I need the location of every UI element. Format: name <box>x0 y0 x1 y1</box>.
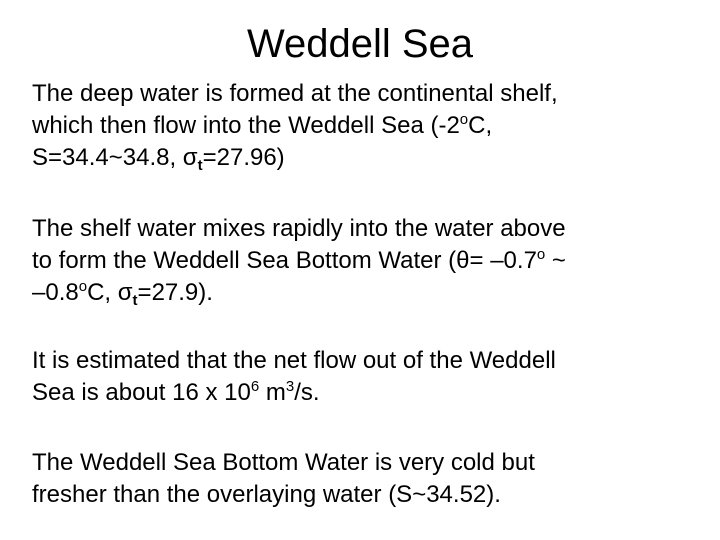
text-run: C, σ <box>87 279 133 306</box>
text-run: =27.96) <box>202 144 285 171</box>
text-line: It is estimated that the net flow out of the Weddell <box>32 347 556 374</box>
paragraph-mixing <box>32 213 702 309</box>
superscript: o <box>459 111 469 128</box>
paragraph-net-flow <box>32 345 702 409</box>
text-run: =27.9). <box>137 279 213 306</box>
text-line <box>32 377 702 409</box>
slide-title: Weddell Sea <box>246 22 474 66</box>
text-run: /s. <box>294 379 320 406</box>
text-line <box>32 142 702 174</box>
superscript: o <box>536 246 546 263</box>
text-line <box>32 277 702 309</box>
text-run: m <box>259 379 286 406</box>
subscript: t <box>132 292 138 309</box>
text-line <box>32 245 702 277</box>
paragraph-formation <box>32 78 702 174</box>
text-run: ~ <box>545 247 566 274</box>
text-run: which then flow into the Weddell Sea (-2 <box>32 112 460 139</box>
text-line <box>32 110 702 142</box>
text-line: The shelf water mixes rapidly into the water above <box>32 215 566 242</box>
text-line: The Weddell Sea Bottom Water is very cold but <box>32 449 535 476</box>
text-line: The deep water is formed at the continental shelf, <box>32 80 558 107</box>
text-run: S=34.4~34.8, σ <box>32 144 198 171</box>
text-run: to form the Weddell Sea Bottom Water (θ= –0.7 <box>32 247 537 274</box>
subscript: t <box>197 157 203 174</box>
superscript: 6 <box>250 378 260 395</box>
text-line: fresher than the overlaying water (S~34.52). <box>32 481 501 508</box>
paragraph-bottom-water <box>32 447 702 511</box>
text-run: Sea is about 16 x 10 <box>32 379 251 406</box>
superscript: o <box>78 278 88 295</box>
text-run: –0.8 <box>32 279 79 306</box>
text-run: C, <box>468 112 493 139</box>
superscript: 3 <box>285 378 295 395</box>
